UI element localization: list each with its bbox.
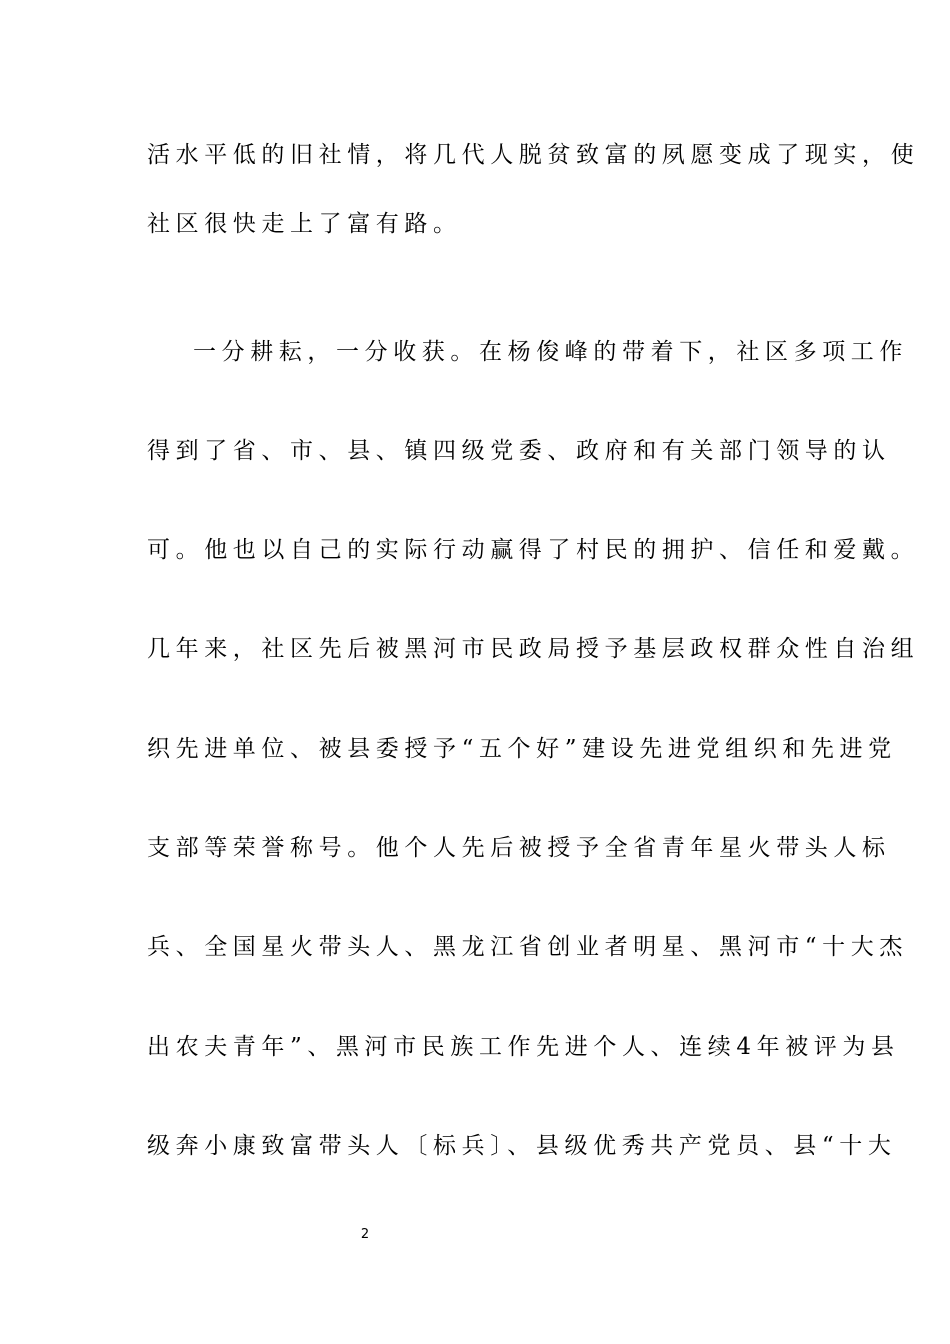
page-number: 2	[360, 1227, 370, 1242]
text-line-5: 可。他也以自己的实际行动赢得了村民的拥护、信任和爱戴。	[147, 537, 920, 563]
text-line-3: 一分耕耘，一分收获。在杨俊峰的带着下，社区多项工作	[193, 339, 908, 365]
text-line-1: 活水平低的旧社情，将几代人脱贫致富的夙愿变成了现实，使	[147, 142, 920, 168]
text-line-8: 支部等荣誉称号。他个人先后被授予全省青年星火带头人标	[147, 835, 891, 861]
text-line-6: 几年来，社区先后被黑河市民政局授予基层政权群众性自治组	[147, 636, 920, 662]
text-line-7: 织先进单位、被县委授予“五个好”建设先进党组织和先进党	[147, 736, 897, 762]
text-line-9: 兵、全国星火带头人、黑龙江省创业者明星、黑河市“十大杰	[147, 934, 908, 960]
text-line-11: 级奔小康致富带头人〔标兵〕、县级优秀共产党员、县“十大	[147, 1133, 897, 1159]
text-line-10: 出农夫青年”、黑河市民族工作先进个人、连续4年被评为县	[147, 1034, 900, 1060]
text-line-4: 得到了省、市、县、镇四级党委、政府和有关部门领导的认	[147, 438, 891, 464]
text-line-2: 社区很快走上了富有路。	[147, 211, 462, 237]
